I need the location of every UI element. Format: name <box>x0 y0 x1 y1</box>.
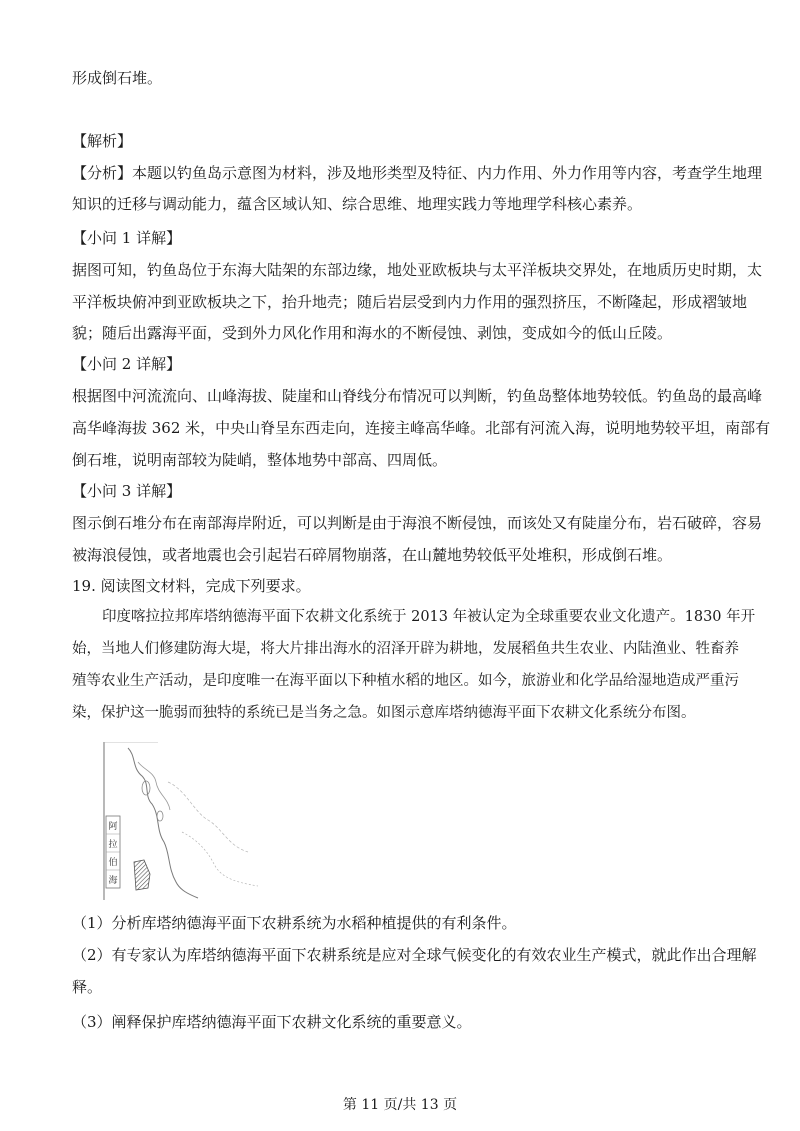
material-line: 殖等农业生产活动，是印度唯一在海平面以下种植水稻的地区。如今，旅游业和化学品给湿地造成严重污 <box>72 673 739 689</box>
material-line: 染，保护这一脆弱而独特的系统已是当务之急。如图示意库塔纳德海平面下农耕文化系统分布图。 <box>72 705 696 721</box>
text-line: 图示倒石堆分布在南部海岸附近，可以判断是由于海浪不断侵蚀，而该处又有陡崖分布，岩石破碎，容易 <box>72 514 763 532</box>
text-line: 平洋板块俯冲到亚欧板块之下，抬升地壳；随后岩层受到内力作用的强烈挤压，不断隆起，形成褶皱地 <box>72 293 748 311</box>
section-heading-q2: 【小问 2 详解】 <box>72 355 182 373</box>
question-item-3: （3）阐释保护库塔纳德海平面下农耕文化系统的重要意义。 <box>72 1013 472 1031</box>
section-heading-analysis: 【解析】 <box>72 132 133 150</box>
text-line: 被海浪侵蚀，或者地震也会引起岩石碎屑物崩落，在山麓地势较低平处堆积，形成倒石堆。 <box>72 546 673 564</box>
map-label: 海 <box>108 876 118 886</box>
question-item-1: （1）分析库塔纳德海平面下农耕系统为水稻种植提供的有利条件。 <box>72 914 517 932</box>
map-label: 阿 <box>108 822 118 832</box>
text-line: 形成倒石堆。 <box>72 69 163 87</box>
question-item-2-cont: 释。 <box>72 978 103 996</box>
text-line: 【分析】本题以钓鱼岛示意图为材料，涉及地形类型及特征、内力作用、外力作用等内容，考查学生地理 <box>72 164 763 182</box>
page-footer: 第 11 页/共 13 页 <box>342 1097 458 1113</box>
text-line: 根据图中河流流向、山峰海拔、陡崖和山脊线分布情况可以判断，钓鱼岛整体地势较低。钓鱼岛的最高峰 <box>72 387 763 405</box>
question-item-2: （2）有专家认为库塔纳德海平面下农耕系统是应对全球气候变化的有效农业生产模式，就此作出合理解 <box>72 946 757 964</box>
section-heading-q3: 【小问 3 详解】 <box>72 482 182 500</box>
map-label: 伯 <box>108 858 118 868</box>
map-label: 拉 <box>108 840 118 850</box>
text-line: 知识的迁移与调动能力，蕴含区域认知、综合思维、地理实践力等地理学科核心素养。 <box>72 195 643 213</box>
section-heading-q1: 【小问 1 详解】 <box>72 229 182 247</box>
kuttanad-distribution-map <box>98 742 268 900</box>
text-line: 貌；随后出露海平面，受到外力风化作用和海水的不断侵蚀、剥蚀，变成如今的低山丘陵。 <box>72 324 673 342</box>
text-line: 高华峰海拔 362 米，中央山脊呈东西走向，连接主峰高华峰。北部有河流入海，说明地势较平坦，南部有 <box>72 419 771 437</box>
question-title: 19. 阅读图文材料，完成下列要求。 <box>72 577 311 595</box>
text-line: 据图可知，钓鱼岛位于东海大陆架的东部边缘，地处亚欧板块与太平洋板块交界处，在地质历史时期，太 <box>72 261 763 279</box>
material-line: 始，当地人们修建防海大堤，将大片排出海水的沼泽开辟为耕地，发展稻鱼共生农业、内陆渔业、牲畜养 <box>72 641 739 657</box>
text-line: 倒石堆，说明南部较为陡峭，整体地势中部高、四周低。 <box>72 451 448 469</box>
material-line: 印度喀拉拉邦库塔纳德海平面下农耕文化系统于 2013 年被认定为全球重要农业文化遗产。1830 年开 <box>102 609 756 625</box>
